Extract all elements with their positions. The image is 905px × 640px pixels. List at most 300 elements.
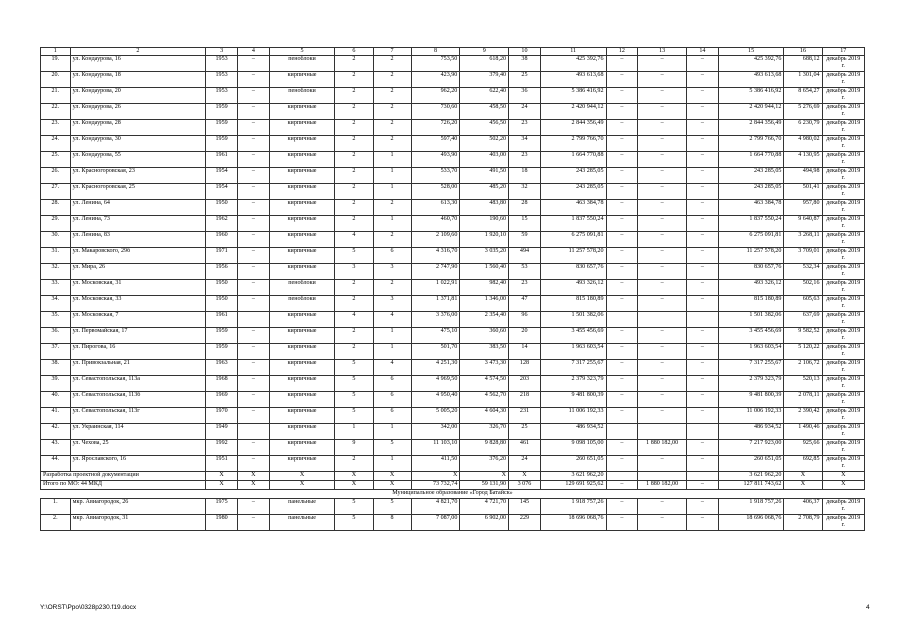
table-cell: 2 — [335, 184, 373, 200]
table-cell: 41. — [41, 408, 71, 424]
table-cell: ул. Севастопольская, 113а — [70, 376, 206, 392]
table-cell: – — [237, 72, 269, 88]
table-cell: декабрь 2019 г. — [822, 104, 864, 120]
table-cell: 21. — [41, 88, 71, 104]
table-cell: 25 — [509, 424, 541, 440]
summary-cell: 73 732,74 — [411, 481, 460, 490]
table-cell: 1961 — [206, 312, 238, 328]
table-cell: – — [638, 168, 687, 184]
table-cell: 44. — [41, 456, 71, 472]
table-cell: 43. — [41, 440, 71, 456]
table-cell: – — [237, 392, 269, 408]
table-cell: – — [686, 56, 718, 72]
column-number-cell: 13 — [638, 48, 687, 56]
table-cell: 2 — [335, 56, 373, 72]
table-cell: кирпичные — [269, 248, 335, 264]
table-row — [41, 344, 865, 360]
table-cell: 2 420 944,12 — [718, 104, 784, 120]
table-cell: кирпичные — [269, 216, 335, 232]
table-cell: кирпичные — [269, 152, 335, 168]
table-cell: 403,00 — [460, 152, 509, 168]
summary-cell: 3 076 — [509, 481, 541, 490]
table-cell: 3 035,20 — [460, 248, 509, 264]
table-cell — [638, 424, 687, 440]
table-cell: 4 562,70 — [460, 392, 509, 408]
table-cell: 32 — [509, 184, 541, 200]
table-cell: декабрь 2019 г. — [822, 232, 864, 248]
table-cell: – — [638, 120, 687, 136]
table-cell: – — [686, 136, 718, 152]
table-cell: 1 022,91 — [411, 280, 460, 296]
table-cell: 30. — [41, 232, 71, 248]
table-cell: 1 — [373, 344, 411, 360]
table-cell: 2 — [335, 344, 373, 360]
summary-cell: Х — [206, 481, 238, 490]
table-cell: 4 969,50 — [411, 376, 460, 392]
table-cell: 23 — [509, 120, 541, 136]
table-cell: 383,50 — [460, 344, 509, 360]
table-cell: декабрь 2019 г. — [822, 88, 864, 104]
summary-cell: 127 811 743,62 — [718, 481, 784, 490]
table-cell: – — [638, 499, 687, 515]
table-cell: 4 721,70 — [460, 499, 509, 515]
table-cell: – — [686, 456, 718, 472]
table-cell: 1 346,00 — [460, 296, 509, 312]
summary-cell: Разработка проектной документации — [41, 472, 206, 481]
table-row — [41, 515, 865, 531]
table-cell: 1 837 550,24 — [540, 216, 606, 232]
table-cell: 411,50 — [411, 456, 460, 472]
table-cell: 3 455 456,69 — [718, 328, 784, 344]
table-cell: кирпичные — [269, 136, 335, 152]
table-cell: – — [638, 152, 687, 168]
table-cell: 7 317 255,67 — [718, 360, 784, 376]
table-cell: – — [686, 376, 718, 392]
table-cell: 1 918 757,26 — [540, 499, 606, 515]
table-row — [41, 360, 865, 376]
table-cell: 2 379 323,79 — [718, 376, 784, 392]
table-cell: – — [638, 72, 687, 88]
table-cell: 1 880 182,00 — [638, 440, 687, 456]
summary-cell: Х — [822, 472, 864, 481]
table-cell: 8 654,27 — [784, 88, 822, 104]
summary-cell: Х — [335, 481, 373, 490]
table-cell: 2 — [335, 456, 373, 472]
table-cell: 2 — [335, 200, 373, 216]
table-cell: 962,20 — [411, 88, 460, 104]
table-cell: – — [686, 408, 718, 424]
table-cell: ул. Севастопольская, 113г — [70, 408, 206, 424]
table-cell: 1 — [373, 168, 411, 184]
table-cell: декабрь 2019 г. — [822, 184, 864, 200]
table-cell: 6 230,79 — [784, 120, 822, 136]
table-cell: 1980 — [206, 515, 238, 531]
table-cell: 4 130,95 — [784, 152, 822, 168]
table-cell: 982,40 — [460, 280, 509, 296]
table-cell: 1954 — [206, 184, 238, 200]
table-cell: 1975 — [206, 499, 238, 515]
table-cell: 461 — [509, 440, 541, 456]
summary-cell: Х — [335, 472, 373, 481]
table-cell: 1969 — [206, 392, 238, 408]
table-cell: 486 934,52 — [718, 424, 784, 440]
table-cell: декабрь 2019 г. — [822, 264, 864, 280]
table-cell: 2 747,90 — [411, 264, 460, 280]
table-cell: 9 582,52 — [784, 328, 822, 344]
table-cell: 4 — [373, 360, 411, 376]
table-cell: 425 392,76 — [540, 56, 606, 72]
table-cell: 726,20 — [411, 120, 460, 136]
table-cell: 3 709,01 — [784, 248, 822, 264]
table-cell: ул. Красногоровская, 25 — [70, 184, 206, 200]
table-cell: 38 — [509, 56, 541, 72]
table-cell: 475,10 — [411, 328, 460, 344]
table-cell: 1 560,40 — [460, 264, 509, 280]
summary-cell: Х — [411, 472, 460, 481]
table-cell: 243 285,05 — [718, 168, 784, 184]
table-cell: 33. — [41, 280, 71, 296]
table-cell: 1 963 603,54 — [718, 344, 784, 360]
table-cell: 1959 — [206, 104, 238, 120]
table-cell: 8 — [373, 515, 411, 531]
summary-cell — [606, 472, 638, 481]
table-cell: – — [237, 264, 269, 280]
table-cell: – — [686, 120, 718, 136]
table-cell: 128 — [509, 360, 541, 376]
table-cell: 5 — [335, 360, 373, 376]
table-cell: 342,00 — [411, 424, 460, 440]
table-cell: пеноблоки — [269, 296, 335, 312]
table-cell: 1968 — [206, 376, 238, 392]
table-row — [41, 392, 865, 408]
table-cell: 5 — [373, 440, 411, 456]
table-cell: 2 — [335, 72, 373, 88]
table-cell: – — [686, 88, 718, 104]
table-cell: 6 275 091,81 — [718, 232, 784, 248]
table-cell: декабрь 2019 г. — [822, 408, 864, 424]
table-cell: – — [638, 136, 687, 152]
table-cell: декабрь 2019 г. — [822, 120, 864, 136]
table-cell: 1. — [41, 499, 71, 515]
table-cell: – — [686, 264, 718, 280]
table-cell: 3 268,11 — [784, 232, 822, 248]
table-cell: 815 180,89 — [540, 296, 606, 312]
table-cell: 5 — [373, 499, 411, 515]
table-cell: 925,66 — [784, 440, 822, 456]
table-cell: – — [606, 120, 638, 136]
table-cell: 2 — [373, 72, 411, 88]
table-cell: 11 257 578,20 — [718, 248, 784, 264]
table-cell: 493 326,12 — [540, 280, 606, 296]
summary-cell: Х — [373, 472, 411, 481]
table-cell: декабрь 2019 г. — [822, 56, 864, 72]
table-cell: кирпичные — [269, 184, 335, 200]
table-cell: 1962 — [206, 216, 238, 232]
table-cell: 229 — [509, 515, 541, 531]
housing-repair-table — [40, 47, 865, 531]
table-cell: 494 — [509, 248, 541, 264]
table-cell: – — [686, 104, 718, 120]
table-cell: ул. Ленина, 83 — [70, 232, 206, 248]
table-cell: 2 — [335, 216, 373, 232]
table-cell: – — [638, 88, 687, 104]
table-cell: – — [686, 232, 718, 248]
column-number-cell: 2 — [70, 48, 206, 56]
table-cell: кирпичные — [269, 104, 335, 120]
table-cell: – — [638, 56, 687, 72]
table-cell: панельные — [269, 499, 335, 515]
table-cell: 2 420 944,12 — [540, 104, 606, 120]
table-cell: 2 — [373, 88, 411, 104]
summary-row — [41, 481, 865, 490]
table-cell: – — [237, 104, 269, 120]
table-cell: 463 384,78 — [718, 200, 784, 216]
table-cell: 6 — [373, 392, 411, 408]
table-cell: 1953 — [206, 88, 238, 104]
summary-cell: Х — [206, 472, 238, 481]
table-cell: 1 501 382,06 — [718, 312, 784, 328]
table-cell: ул. Кондаурова, 20 — [70, 88, 206, 104]
table-cell: 2 — [335, 168, 373, 184]
table-row — [41, 248, 865, 264]
table-cell: – — [237, 344, 269, 360]
table-row — [41, 312, 865, 328]
table-cell: 18 696 068,76 — [718, 515, 784, 531]
table-cell: 260 651,05 — [540, 456, 606, 472]
table-cell: декабрь 2019 г. — [822, 216, 864, 232]
table-cell: 145 — [509, 499, 541, 515]
table-cell: 1959 — [206, 120, 238, 136]
table-cell: декабрь 2019 г. — [822, 152, 864, 168]
table-cell: – — [606, 152, 638, 168]
table-cell: декабрь 2019 г. — [822, 360, 864, 376]
table-cell: 406,37 — [784, 499, 822, 515]
table-cell: – — [237, 456, 269, 472]
table-cell: – — [686, 344, 718, 360]
table-cell: декабрь 2019 г. — [822, 296, 864, 312]
table-cell: – — [606, 376, 638, 392]
table-cell: ул. Красногоровская, 23 — [70, 168, 206, 184]
table-cell: – — [606, 456, 638, 472]
table-cell: – — [606, 408, 638, 424]
table-cell: – — [237, 515, 269, 531]
table-cell: 26. — [41, 168, 71, 184]
table-cell: – — [606, 200, 638, 216]
table-cell: кирпичные — [269, 328, 335, 344]
table-cell: 4 — [335, 232, 373, 248]
table-cell: – — [686, 515, 718, 531]
table-cell: – — [606, 72, 638, 88]
section-title: Муниципальное образование «Город Батайск» — [41, 490, 865, 499]
table-cell: 1953 — [206, 72, 238, 88]
table-cell: 28 — [509, 200, 541, 216]
table-cell: 40. — [41, 392, 71, 408]
table-cell: 4 — [373, 312, 411, 328]
table-cell: 1963 — [206, 360, 238, 376]
table-cell: ул. Московская, 31 — [70, 280, 206, 296]
summary-cell: 3 621 962,20 — [718, 472, 784, 481]
table-cell: 231 — [509, 408, 541, 424]
section-title-row — [41, 490, 865, 499]
table-cell: 1 490,46 — [784, 424, 822, 440]
table-cell: 1953 — [206, 56, 238, 72]
table-cell: кирпичные — [269, 360, 335, 376]
table-cell: – — [237, 88, 269, 104]
table-cell: 532,34 — [784, 264, 822, 280]
table-cell: 18 — [509, 168, 541, 184]
summary-cell: 59 131,90 — [460, 481, 509, 490]
page-number: 4 — [866, 604, 870, 611]
table-cell: – — [686, 392, 718, 408]
table-cell: 622,40 — [460, 88, 509, 104]
table-cell: – — [237, 120, 269, 136]
table-cell: ул. Кондаурова, 55 — [70, 152, 206, 168]
table-cell: – — [237, 248, 269, 264]
table-cell: кирпичные — [269, 344, 335, 360]
table-cell: 260 651,05 — [718, 456, 784, 472]
table-cell: – — [237, 499, 269, 515]
table-cell: – — [606, 264, 638, 280]
table-cell — [606, 312, 638, 328]
table-cell: ул. Кондаурова, 28 — [70, 120, 206, 136]
table-row — [41, 136, 865, 152]
table-cell: 2 — [335, 280, 373, 296]
table-cell: 1 963 603,54 — [540, 344, 606, 360]
column-number-cell: 16 — [784, 48, 822, 56]
table-cell: 4 821,70 — [411, 499, 460, 515]
table-cell: кирпичные — [269, 168, 335, 184]
table-cell: – — [686, 152, 718, 168]
table-cell: 203 — [509, 376, 541, 392]
table-row — [41, 264, 865, 280]
table-cell: 14 — [509, 344, 541, 360]
summary-cell: – — [686, 481, 718, 490]
summary-cell: Х — [822, 481, 864, 490]
table-cell: – — [686, 296, 718, 312]
table-cell: 1 301,04 — [784, 72, 822, 88]
column-number-cell: 17 — [822, 48, 864, 56]
summary-cell: Х — [509, 472, 541, 481]
column-number-cell: 10 — [509, 48, 541, 56]
table-cell: – — [606, 344, 638, 360]
table-cell: декабрь 2019 г. — [822, 200, 864, 216]
table-cell: – — [606, 515, 638, 531]
table-cell: – — [638, 360, 687, 376]
table-row — [41, 56, 865, 72]
table-cell: 486 934,52 — [540, 424, 606, 440]
table-row — [41, 168, 865, 184]
table-cell: – — [686, 360, 718, 376]
column-number-cell: 14 — [686, 48, 718, 56]
table-cell: 243 285,05 — [540, 168, 606, 184]
table-cell: 2 — [373, 280, 411, 296]
table-row — [41, 328, 865, 344]
table-cell: ул. Московская, 33 — [70, 296, 206, 312]
table-cell: 2 799 766,70 — [718, 136, 784, 152]
table-cell: декабрь 2019 г. — [822, 312, 864, 328]
table-cell: 2 — [373, 136, 411, 152]
table-cell: – — [606, 184, 638, 200]
table-cell: 9 481 800,39 — [540, 392, 606, 408]
table-cell: – — [638, 248, 687, 264]
table-cell: декабрь 2019 г. — [822, 136, 864, 152]
table-cell: – — [638, 376, 687, 392]
table-cell: 493 613,68 — [540, 72, 606, 88]
table-cell — [686, 424, 718, 440]
table-cell: 2 379 323,79 — [540, 376, 606, 392]
table-cell: 11 006 192,33 — [540, 408, 606, 424]
table-cell: 1 371,81 — [411, 296, 460, 312]
table-cell: – — [638, 280, 687, 296]
table-cell: 2 — [373, 104, 411, 120]
table-cell: 7 217 923,00 — [718, 440, 784, 456]
table-cell: 483,80 — [460, 200, 509, 216]
table-cell: 24. — [41, 136, 71, 152]
table-cell: 6 — [373, 376, 411, 392]
table-row — [41, 232, 865, 248]
table-cell: 20 — [509, 328, 541, 344]
table-cell: декабрь 2019 г. — [822, 344, 864, 360]
table-cell: ул. Ленина, 73 — [70, 216, 206, 232]
table-row — [41, 456, 865, 472]
table-cell: – — [686, 248, 718, 264]
summary-cell: Х — [237, 472, 269, 481]
table-cell: 9 481 800,39 — [718, 392, 784, 408]
table-cell: декабрь 2019 г. — [822, 392, 864, 408]
table-cell: 2 — [335, 104, 373, 120]
table-cell: 753,50 — [411, 56, 460, 72]
table-cell: 4 — [335, 312, 373, 328]
summary-cell: 3 621 962,20 — [540, 472, 606, 481]
table-cell — [686, 312, 718, 328]
table-cell: – — [237, 136, 269, 152]
table-cell: 493 613,68 — [718, 72, 784, 88]
table-cell: декабрь 2019 г. — [822, 440, 864, 456]
table-row — [41, 216, 865, 232]
table-cell: 2 — [335, 328, 373, 344]
table-cell: 38. — [41, 360, 71, 376]
table-cell: – — [686, 280, 718, 296]
table-cell: – — [638, 296, 687, 312]
table-cell: 618,20 — [460, 56, 509, 72]
table-cell: 501,70 — [411, 344, 460, 360]
table-cell: 2 390,42 — [784, 408, 822, 424]
table-cell: 533,70 — [411, 168, 460, 184]
table-cell: 2 — [373, 56, 411, 72]
table-cell: 520,13 — [784, 376, 822, 392]
table-cell: 28. — [41, 200, 71, 216]
table-cell: 1 837 550,24 — [718, 216, 784, 232]
table-cell: ул. Кондаурова, 18 — [70, 72, 206, 88]
table-cell: 11 103,10 — [411, 440, 460, 456]
table-cell: 494,98 — [784, 168, 822, 184]
table-cell: – — [686, 184, 718, 200]
table-cell: 4 980,02 — [784, 136, 822, 152]
table-cell: ул. Привокзальная, 21 — [70, 360, 206, 376]
table-cell: 425 392,76 — [718, 56, 784, 72]
table-cell: кирпичные — [269, 424, 335, 440]
table-cell: – — [606, 328, 638, 344]
table-cell: 2 078,11 — [784, 392, 822, 408]
table-cell — [606, 424, 638, 440]
table-row — [41, 376, 865, 392]
column-number-cell: 11 — [540, 48, 606, 56]
table-cell: 4 251,30 — [411, 360, 460, 376]
summary-row — [41, 472, 865, 481]
column-number-cell: 9 — [460, 48, 509, 56]
table-cell: 59 — [509, 232, 541, 248]
table-cell: – — [237, 328, 269, 344]
